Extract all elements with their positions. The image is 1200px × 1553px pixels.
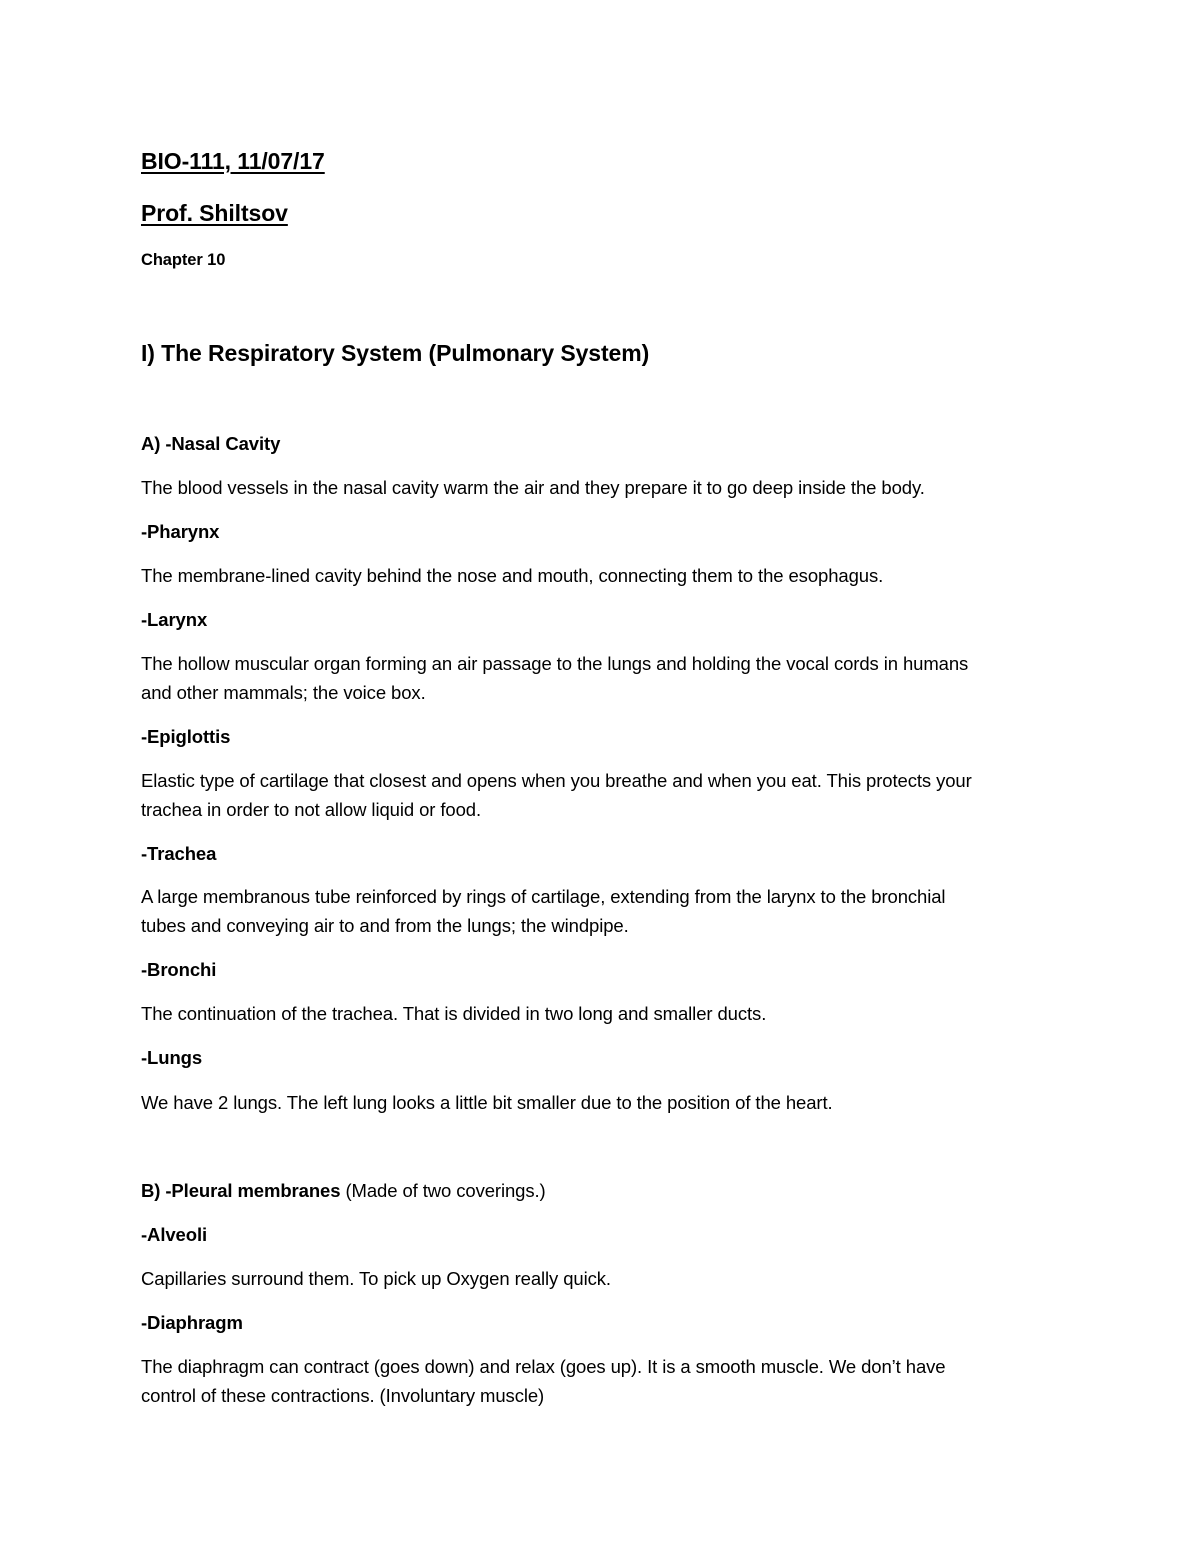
diaphragm-text-line-2: control of these contractions. (Involuntary muscle): [141, 1385, 545, 1406]
nasal-cavity-text: The blood vessels in the nasal cavity warm the air and they prepare it to go deep inside the body.: [141, 477, 925, 498]
lungs-heading: -Lungs: [141, 1047, 203, 1068]
alveoli-heading: -Alveoli: [141, 1224, 208, 1245]
larynx-heading: -Larynx: [141, 609, 208, 630]
diaphragm-heading: -Diaphragm: [141, 1312, 243, 1333]
epiglottis-text-line-2: trachea in order to not allow liquid or food.: [141, 799, 482, 820]
trachea-heading: -Trachea: [141, 843, 217, 864]
alveoli-text: Capillaries surround them. To pick up Oxygen really quick.: [141, 1268, 611, 1289]
pharynx-heading: -Pharynx: [141, 521, 220, 542]
lungs-text: We have 2 lungs. The left lung looks a little bit smaller due to the position of the heart.: [141, 1092, 833, 1113]
professor-name: Prof. Shiltsov: [141, 200, 288, 226]
trachea-text-line-2: tubes and conveying air to and from the lungs; the windpipe.: [141, 915, 629, 936]
pleural-membranes-line: [141, 1180, 546, 1202]
pleural-membranes-note: (Made of two coverings.): [340, 1180, 546, 1201]
pharynx-text: The membrane-lined cavity behind the nose and mouth, connecting them to the esophagus.: [141, 565, 884, 586]
pleural-membranes-heading: B) -Pleural membranes: [141, 1180, 341, 1201]
chapter-label: Chapter 10: [141, 251, 226, 269]
bronchi-text: The continuation of the trachea. That is divided in two long and smaller ducts.: [141, 1003, 767, 1024]
section-heading: I) The Respiratory System (Pulmonary System): [141, 340, 650, 366]
diaphragm-text-line-1: The diaphragm can contract (goes down) and relax (goes up). It is a smooth muscle. We don’t have: [141, 1356, 946, 1377]
nasal-cavity-heading: A) -Nasal Cavity: [141, 433, 281, 454]
bronchi-heading: -Bronchi: [141, 959, 217, 980]
epiglottis-text-line-1: Elastic type of cartilage that closest and opens when you breathe and when you eat. This protects your: [141, 770, 972, 791]
epiglottis-heading: -Epiglottis: [141, 726, 231, 747]
larynx-text-line-1: The hollow muscular organ forming an air passage to the lungs and holding the vocal cords in humans: [141, 653, 969, 674]
larynx-text-line-2: and other mammals; the voice box.: [141, 682, 426, 703]
trachea-text-line-1: A large membranous tube reinforced by rings of cartilage, extending from the larynx to the bronchial: [141, 886, 946, 907]
course-title: BIO-111, 11/07/17: [141, 148, 325, 174]
